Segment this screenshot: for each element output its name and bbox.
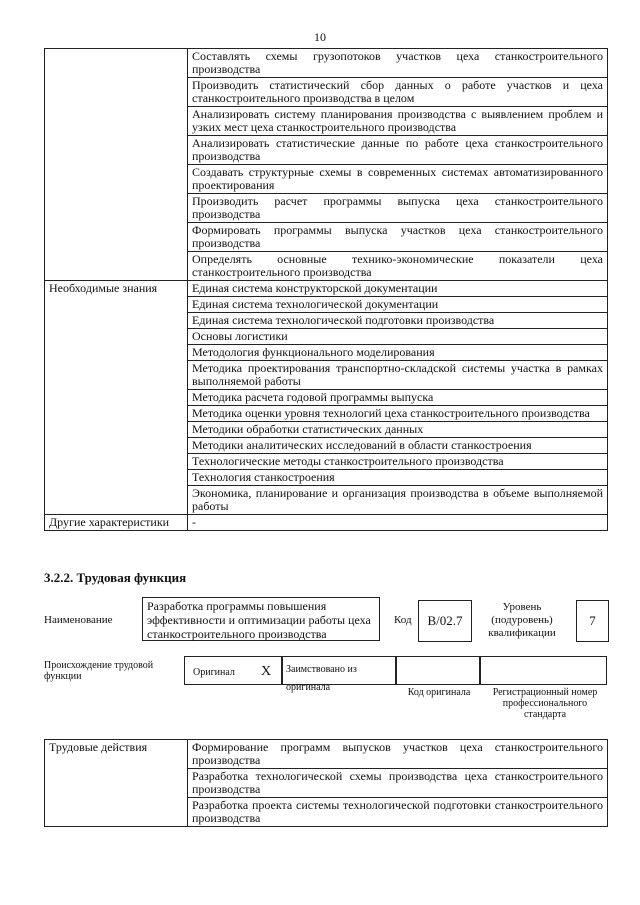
code-label: Код	[394, 614, 412, 626]
original-label: Оригинал	[193, 667, 235, 678]
skill-item: Определять основные технико-экономические показатели цеха станкостроительного производства	[188, 252, 608, 281]
skill-item: Составлять схемы грузопотоков участков цеха станкостроительного производства	[188, 49, 608, 78]
actions-label: Трудовые действия	[45, 740, 188, 827]
skill-item: Производить статистический сбор данных о работе участков и цеха станкостроительного производства в целом	[188, 78, 608, 107]
skills-label-cell	[45, 49, 188, 281]
name-value: Разработка программы повышения эффективности и оптимизации работы цеха станкостроительного производства	[142, 597, 380, 641]
knowledge-item: Основы логистики	[188, 329, 608, 345]
origin-label: Происхождение трудовой функции	[44, 660, 154, 682]
knowledge-label: Необходимые знания	[45, 281, 188, 515]
other-value: -	[188, 515, 608, 531]
action-item: Разработка технологической схемы производства цеха станкостроительного производства	[188, 769, 608, 798]
action-item: Формирование программ выпусков участков цеха станкостроительного производства	[188, 740, 608, 769]
knowledge-item: Единая система технологической подготовки производства	[188, 313, 608, 329]
skills-knowledge-table	[44, 48, 608, 531]
knowledge-item: Методика оценки уровня технологий цеха станкостроительного производства	[188, 406, 608, 422]
action-item: Разработка проекта системы технологической подготовки станкостроительного производства	[188, 798, 608, 827]
page-number: 10	[314, 30, 326, 44]
name-label: Наименование	[44, 614, 113, 626]
knowledge-item: Единая система конструкторской документации	[188, 281, 608, 297]
section-title: 3.2.2. Трудовая функция	[44, 570, 187, 585]
knowledge-item: Методики обработки статистических данных	[188, 422, 608, 438]
borrowed-label: Заимствовано из оригинала	[286, 664, 357, 693]
knowledge-item: Методология функционального моделирования	[188, 345, 608, 361]
code-original-box	[396, 656, 480, 685]
knowledge-item: Технология станкостроения	[188, 470, 608, 486]
knowledge-item: Методика проектирования транспортно-складской системы участка в рамках выполняемой работы	[188, 361, 608, 390]
knowledge-item: Методика расчета годовой программы выпуска	[188, 390, 608, 406]
other-label: Другие характеристики	[45, 515, 188, 531]
level-label: Уровень (подуровень) квалификации	[488, 601, 556, 639]
original-mark: X	[261, 664, 272, 679]
skill-item: Создавать структурные схемы в современных системах автоматизированного проектирования	[188, 165, 608, 194]
skill-item: Анализировать систему планирования производства с выявлением проблем и узких мест цеха станкостроительного производства	[188, 107, 608, 136]
knowledge-item: Экономика, планирование и организация производства в объеме выполняемой работы	[188, 486, 608, 515]
knowledge-item: Технологические методы станкостроительного производства	[188, 454, 608, 470]
level-value: 7	[576, 600, 609, 642]
skill-item: Анализировать статистические данные по работе цеха станкостроительного производства	[188, 136, 608, 165]
skill-item: Формировать программы выпуска участков цеха станкостроительного производства	[188, 223, 608, 252]
borrowed-box	[282, 656, 396, 693]
reg-number-box	[480, 656, 607, 685]
original-box	[184, 656, 282, 685]
knowledge-item: Единая система технологической документации	[188, 297, 608, 313]
skill-item: Производить расчет программы выпуска цеха станкостроительного производства	[188, 194, 608, 223]
knowledge-item: Методики аналитических исследований в области станкостроения	[188, 438, 608, 454]
actions-table	[44, 739, 608, 827]
reg-number-label: Регистрационный номер профессионального стандарта	[492, 687, 598, 720]
code-original-label: Код оригинала	[407, 687, 471, 698]
code-value: B/02.7	[418, 600, 472, 642]
